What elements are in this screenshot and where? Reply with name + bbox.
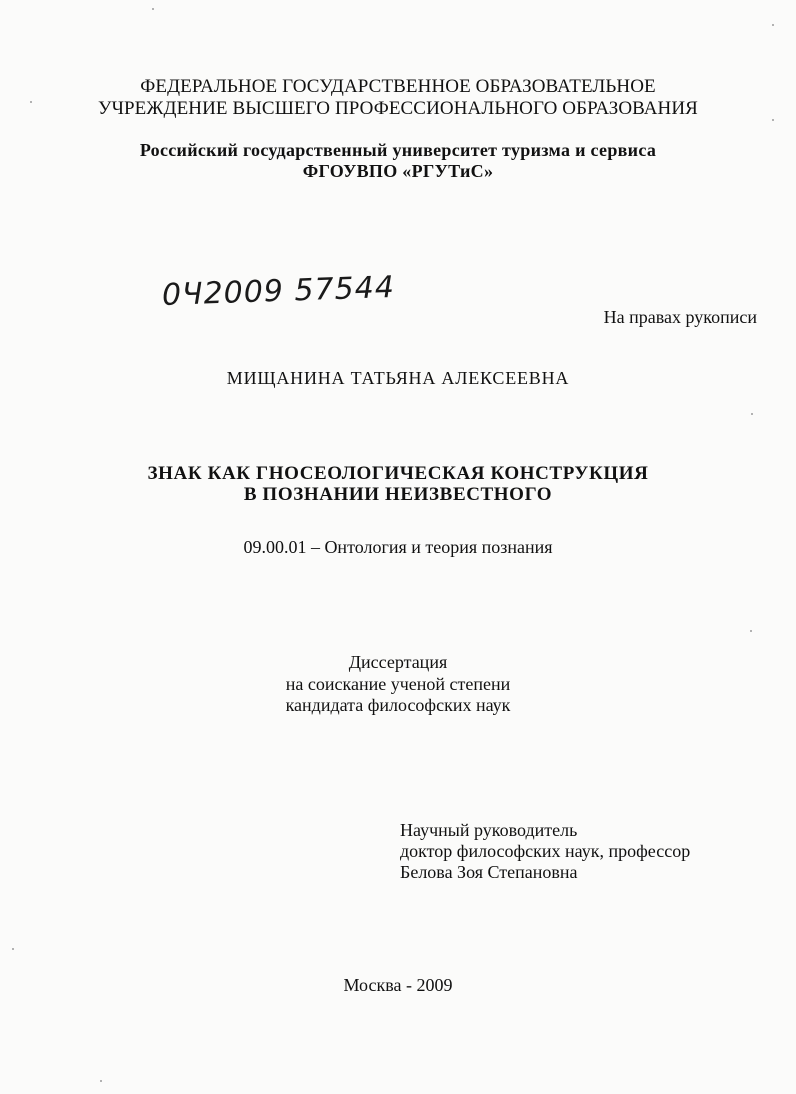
scan-speck (772, 119, 774, 121)
university-name: Российский государственный университет туризма и сервиса (139, 140, 657, 160)
city-and-year: Москва - 2009 (343, 975, 453, 995)
dissertation-title-line-2: В ПОЗНАНИИ НЕИЗВЕСТНОГО (243, 484, 553, 505)
author-name: МИЩАНИНА ТАТЬЯНА АЛЕКСЕЕВНА (226, 368, 570, 388)
institution-line-2: УЧРЕЖДЕНИЕ ВЫСШЕГО ПРОФЕССИОНАЛЬНОГО ОБРАЗОВАНИЯ (98, 98, 698, 119)
degree-purpose: на соискание ученой степени (285, 674, 511, 694)
supervisor-label: Научный руководитель (400, 820, 578, 840)
university-abbreviation: ФГОУВПО «РГУТиС» (302, 161, 494, 181)
scan-speck (100, 1080, 102, 1082)
supervisor-degree: доктор философских наук, профессор (400, 841, 691, 861)
dissertation-label: Диссертация (348, 652, 448, 672)
specialty-code: 09.00.01 – Онтология и теория познания (243, 537, 553, 557)
scan-speck (30, 101, 32, 103)
scan-speck (152, 8, 154, 10)
scan-speck (750, 630, 752, 632)
dissertation-title-line-1: ЗНАК КАК ГНОСЕОЛОГИЧЕСКАЯ КОНСТРУКЦИЯ (147, 463, 649, 484)
scan-speck (12, 948, 14, 950)
degree-name: кандидата философских наук (285, 695, 511, 715)
supervisor-name: Белова Зоя Степановна (400, 862, 578, 882)
institution-line-1: ФЕДЕРАЛЬНОЕ ГОСУДАРСТВЕННОЕ ОБРАЗОВАТЕЛЬНОЕ (140, 76, 656, 97)
manuscript-rights-note: На правах рукописи (603, 307, 757, 327)
scan-speck (772, 24, 774, 26)
scan-speck (751, 413, 753, 415)
handwritten-registration-number: 0Ч2009 57544 (161, 269, 396, 313)
